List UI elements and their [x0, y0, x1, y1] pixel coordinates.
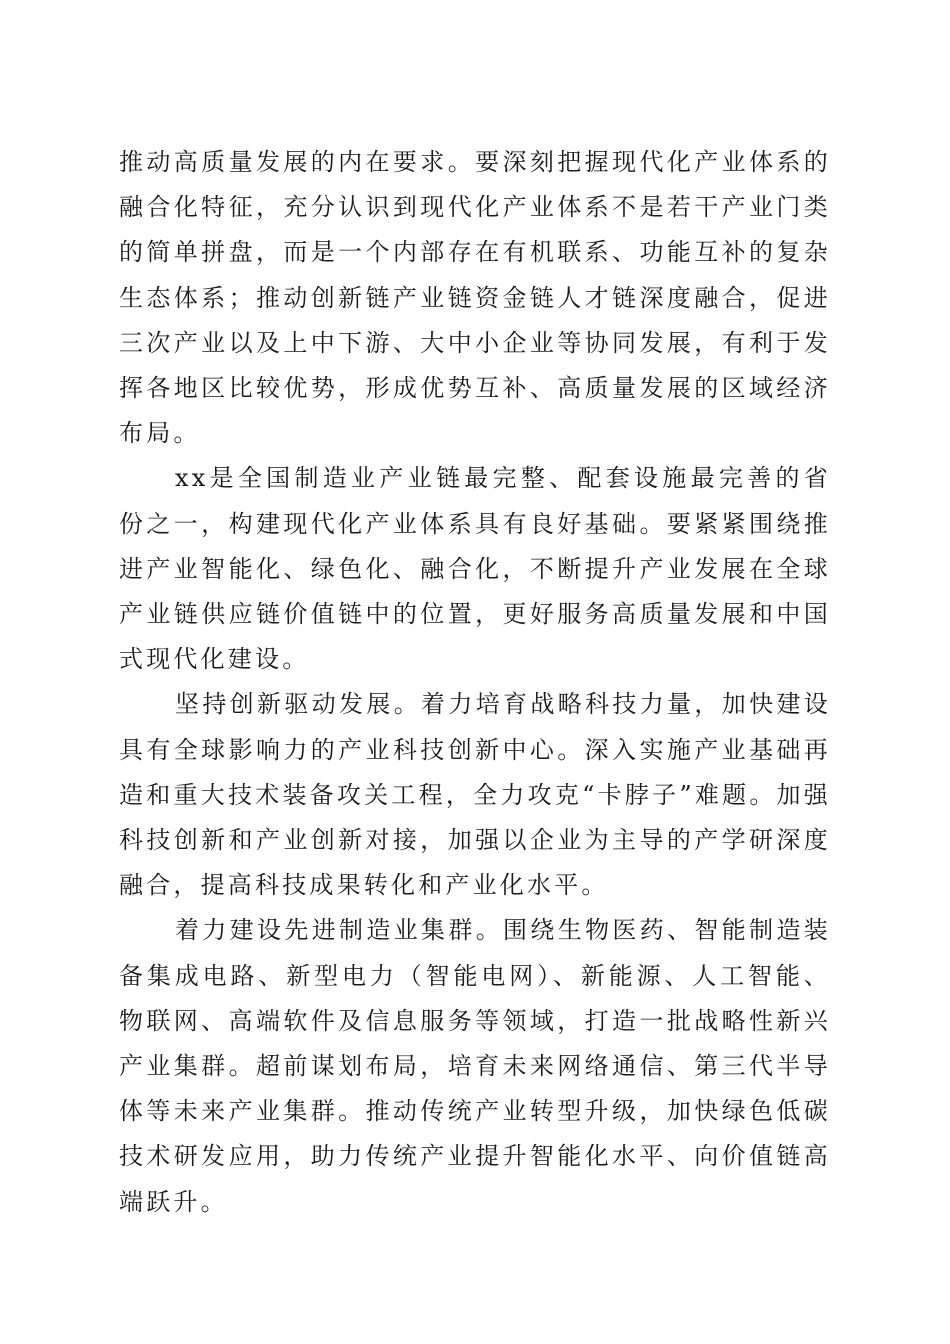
paragraph-manufacturing-clusters: 着力建设先进制造业集群。围绕生物医药、智能制造装备集成电路、新型电力（智能电网）、新能源、人工智能、物联网、高端软件及信息服务等领域，打造一批战略性新兴产业集群。超前谋划布局，培育未来网络通信、第三代半导体等未来产业集群。推动传统产业转型升级，加快绿色低碳技术研发应用，助力传统产业提升智能化水平、向价值链高端跃升。: [119, 916, 831, 1216]
paragraph-continuation: 推动高质量发展的内在要求。要深刻把握现代化产业体系的融合化特征，充分认识到现代化产业体系不是若干产业门类的简单拼盘，而是一个内部存在有机联系、功能互补的复杂生态体系；推动创新链产业链资金链人才链深度融合，促进三次产业以及上中下游、大中小企业等协同发展，有利于发挥各地区比较优势，形成优势互补、高质量发展的区域经济布局。: [119, 148, 831, 448]
document-body: [119, 140, 831, 1225]
paragraph-innovation-driven: 坚持创新驱动发展。着力培育战略科技力量，加快建设具有全球影响力的产业科技创新中心。深入实施产业基础再造和重大技术装备攻关工程，全力攻克“卡脖子”难题。加强科技创新和产业创新对接，加强以企业为主导的产学研深度融合，提高科技成果转化和产业化水平。: [119, 690, 831, 900]
paragraph-provincial-foundation: xx是全国制造业产业链最完整、配套设施最完善的省份之一，构建现代化产业体系具有良好基础。要紧紧围绕推进产业智能化、绿色化、融合化，不断提升产业发展在全球产业链供应链价值链中的位置，更好服务高质量发展和中国式现代化建设。: [119, 464, 831, 674]
